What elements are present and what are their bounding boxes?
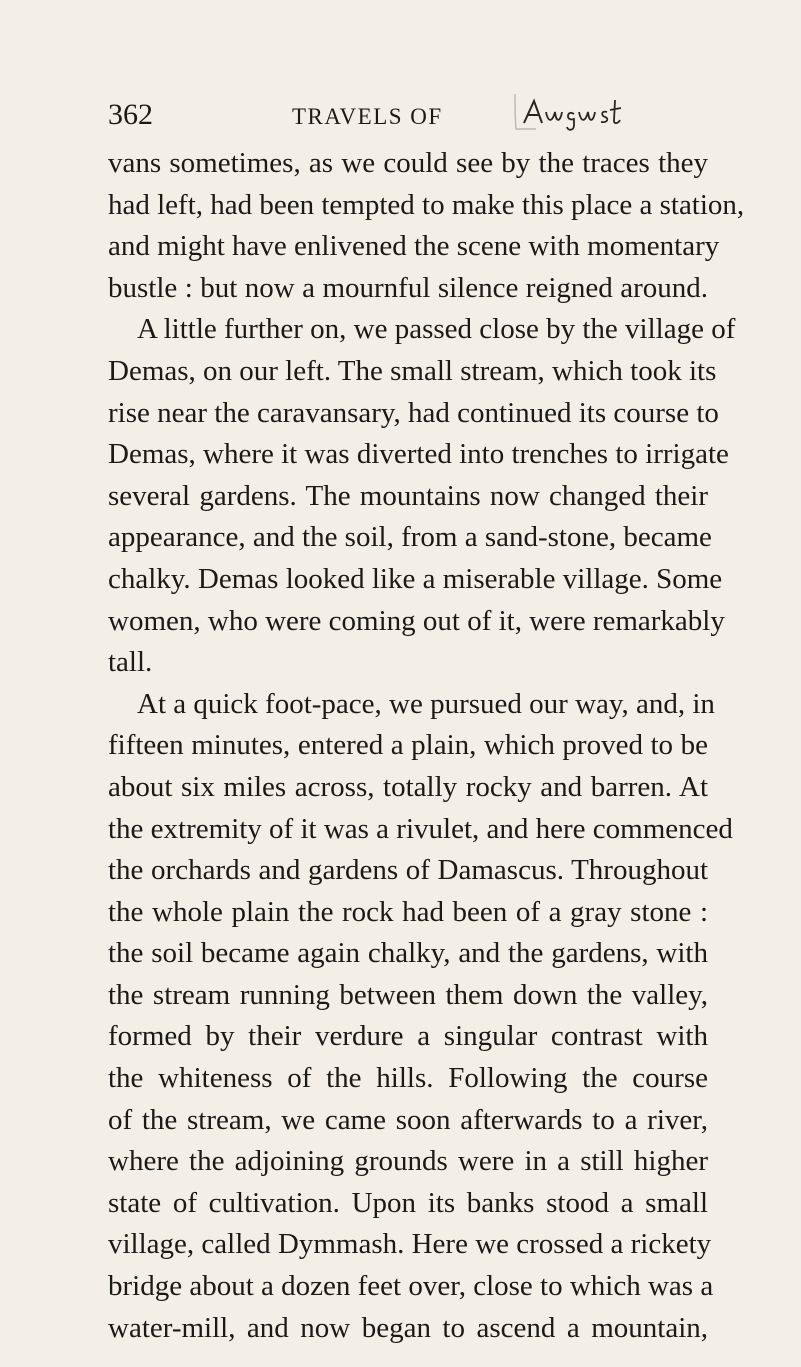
text-line: had left, had been tempted to make this place a station, — [108, 188, 745, 221]
handwritten-name-drawing — [512, 92, 632, 132]
text-line: of the stream, we came soon afterwards to a river, — [108, 1103, 708, 1136]
text-line: vans sometimes, as we could see by the traces they — [108, 147, 708, 179]
text-line: A little further on, we passed close by the village of — [137, 313, 736, 346]
text-line: bridge about a dozen feet over, close to which was a — [108, 1270, 714, 1303]
text-line: village, called Dymmash. Here we crossed a rickety — [108, 1228, 712, 1261]
text-line: where the adjoining grounds were in a still higher — [108, 1145, 708, 1178]
text-line: water-mill, and now began to ascend a mountain, — [108, 1311, 708, 1344]
text-line: the stream running between them down the valley, — [108, 978, 708, 1011]
text-line: fifteen minutes, entered a plain, which proved to be — [108, 729, 708, 762]
text-line: several gardens. The mountains now changed their — [108, 479, 708, 512]
text-line: bustle : but now a mournful silence reigned around. — [108, 271, 708, 304]
text-line: the orchards and gardens of Damascus. Throughout — [108, 854, 708, 887]
running-title: TRAVELS OF — [292, 104, 443, 129]
text-line: state of cultivation. Upon its banks stood a small — [108, 1186, 708, 1219]
text-line: about six miles across, totally rocky and barren. At — [108, 770, 708, 803]
text-line: tall. — [108, 646, 153, 679]
text-line: the soil became again chalky, and the gardens, with — [108, 937, 708, 970]
text-line: Demas, where it was diverted into trenches to irrigate — [108, 438, 729, 471]
text-line: the extremity of it was a rivulet, and here commenced — [108, 812, 733, 845]
text-line: appearance, and the soil, from a sand-stone, became — [108, 521, 712, 554]
page-number: 362 — [108, 98, 153, 131]
text-line: Demas, on our left. The small stream, which took its — [108, 354, 717, 387]
text-line: formed by their verdure a singular contrast with — [108, 1020, 708, 1053]
text-line: the whole plain the rock had been of a gray stone : — [108, 895, 708, 928]
text-line: rise near the caravansary, had continued its course to — [108, 396, 719, 429]
text-line: women, who were coming out of it, were remarkably — [108, 604, 725, 637]
handwritten-annotation — [512, 92, 632, 132]
text-line: and might have enlivened the scene with momentary — [108, 230, 720, 263]
text-line: chalky. Demas looked like a miserable village. Some — [108, 562, 723, 595]
text-line: the whiteness of the hills. Following the course — [108, 1062, 708, 1095]
text-line: At a quick foot-pace, we pursued our way, and, in — [137, 687, 715, 720]
page-header — [108, 100, 708, 140]
body-text — [108, 143, 745, 1349]
